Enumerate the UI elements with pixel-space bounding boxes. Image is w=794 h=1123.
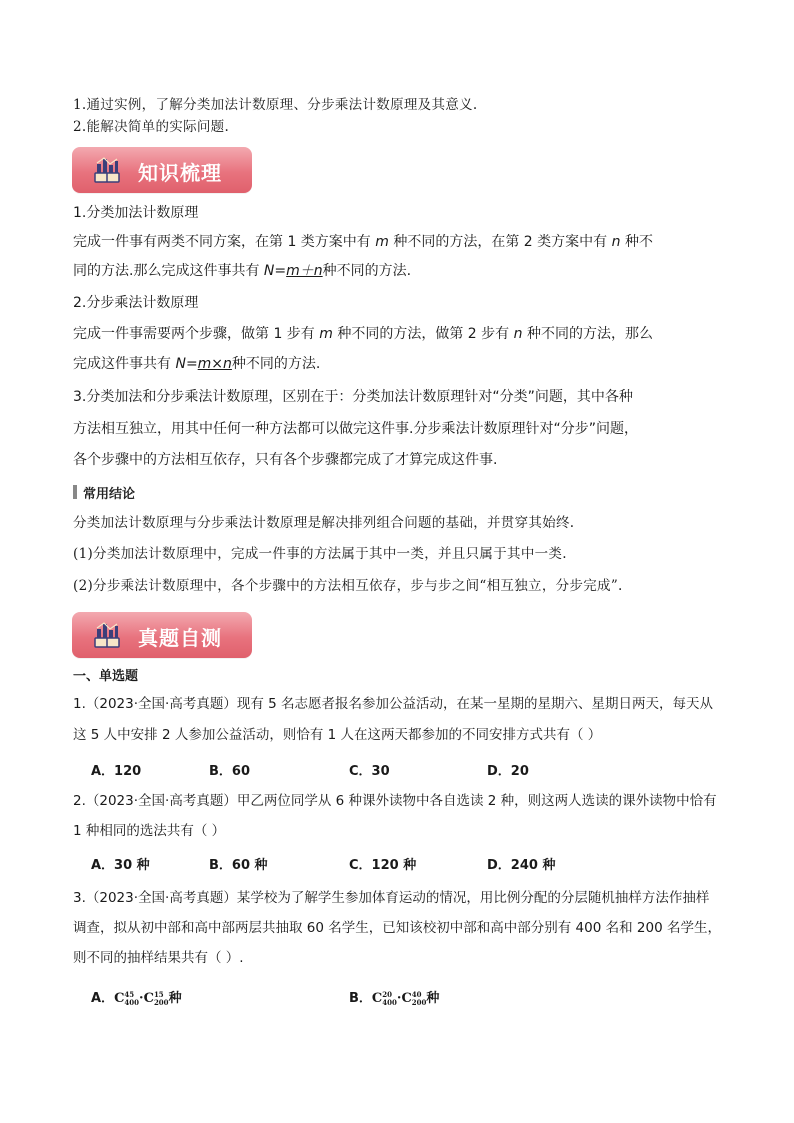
formula-sum: m＋n — [286, 263, 323, 279]
question-type-heading: 一、单选题 — [73, 669, 139, 684]
section-banner-exam — [72, 612, 252, 658]
q2-option-b[interactable]: B．60 种 — [209, 858, 268, 873]
paragraph-difference-3: 各个步骤中的方法相互依存，只有各个步骤都完成了才算完成这件事. — [73, 452, 498, 468]
q3-option-b[interactable]: B．C 20 400 ·C 40 200 种 — [349, 989, 440, 1007]
section-banner-knowledge — [72, 147, 252, 193]
paragraph-addition-1: 完成一件事有两类不同方案，在第 1 类方案中有 m 种不同的方法，在第 2 类方案中有 n 种不 — [73, 234, 653, 250]
heading-addition-principle: 1.分类加法计数原理 — [73, 205, 199, 221]
q2-option-d[interactable]: D．240 种 — [487, 858, 556, 873]
paragraph-difference-1: 3.分类加法和分步乘法计数原理，区别在于：分类加法计数原理针对“分类”问题，其中各种 — [73, 389, 633, 405]
book-chart-icon — [92, 620, 122, 650]
objective-2: 2.能解决简单的实际问题. — [73, 119, 230, 135]
q3-option-a[interactable]: A．C 45 400 ·C 15 200 种 — [91, 989, 182, 1007]
heading-multiplication-principle: 2.分步乘法计数原理 — [73, 295, 199, 311]
combination-expression: C 20 400 ·C 40 200 — [371, 989, 427, 1007]
heading-bar — [73, 485, 77, 499]
formula-product: m×n — [197, 356, 232, 372]
question-2-line-2: 1 种相同的选法共有（ ） — [73, 823, 226, 839]
section-title: 真题自测 — [138, 626, 222, 650]
conclusion-line-3: (2)分步乘法计数原理中，各个步骤中的方法相互依存，步与步之间“相互独立，分步完成”. — [73, 578, 623, 594]
paragraph-multiplication-1: 完成一件事需要两个步骤，做第 1 步有 m 种不同的方法，做第 2 步有 n 种不同的方法，那么 — [73, 326, 653, 342]
question-3-line-3: 则不同的抽样结果共有（ ）. — [73, 950, 244, 966]
q2-option-a[interactable]: A．30 种 — [91, 858, 150, 873]
combination-expression: C 45 400 ·C 15 200 — [114, 989, 169, 1007]
question-1-line-2: 这 5 人中安排 2 人参加公益活动，则恰有 1 人在这两天都参加的不同安排方式共有（ ） — [73, 727, 602, 743]
q2-option-c[interactable]: C．120 种 — [349, 858, 417, 873]
conclusion-line-1: 分类加法计数原理与分步乘法计数原理是解决排列组合问题的基础，并贯穿其始终. — [73, 515, 575, 531]
q1-option-b[interactable]: B．60 — [209, 764, 250, 779]
q1-option-d[interactable]: D．20 — [487, 764, 529, 779]
paragraph-addition-2: 同的方法.那么完成这件事共有 N=m＋n种不同的方法. — [73, 263, 412, 279]
paragraph-multiplication-2: 完成这件事共有 N=m×n种不同的方法. — [73, 356, 321, 372]
section-title: 知识梳理 — [138, 161, 222, 185]
question-3-line-2: 调查，拟从初中部和高中部两层共抽取 60 名学生，已知该校初中部和高中部分别有 400 名和 200 名学生， — [73, 920, 721, 936]
book-chart-icon — [92, 155, 122, 185]
question-1-line-1: 1.（2023·全国·高考真题）现有 5 名志愿者报名参加公益活动，在某一星期的星期六、星期日两天，每天从 — [73, 696, 713, 712]
q1-option-a[interactable]: A．120 — [91, 764, 142, 779]
question-3-line-1: 3.（2023·全国·高考真题）某学校为了解学生参加体育运动的情况，用比例分配的分层随机抽样方法作抽样 — [73, 890, 710, 906]
conclusion-line-2: (1)分类加法计数原理中，完成一件事的方法属于其中一类，并且只属于其中一类. — [73, 546, 567, 562]
paragraph-difference-2: 方法相互独立，用其中任何一种方法都可以做完这件事.分步乘法计数原理针对“分步”问题， — [73, 421, 638, 437]
objective-1: 1.通过实例，了解分类加法计数原理、分步乘法计数原理及其意义. — [73, 97, 478, 113]
conclusion-heading: 常用结论 — [73, 484, 135, 500]
question-2-line-1: 2.（2023·全国·高考真题）甲乙两位同学从 6 种课外读物中各自选读 2 种，则这两人选读的课外读物中恰有 — [73, 793, 717, 809]
q1-option-c[interactable]: C．30 — [349, 764, 390, 779]
